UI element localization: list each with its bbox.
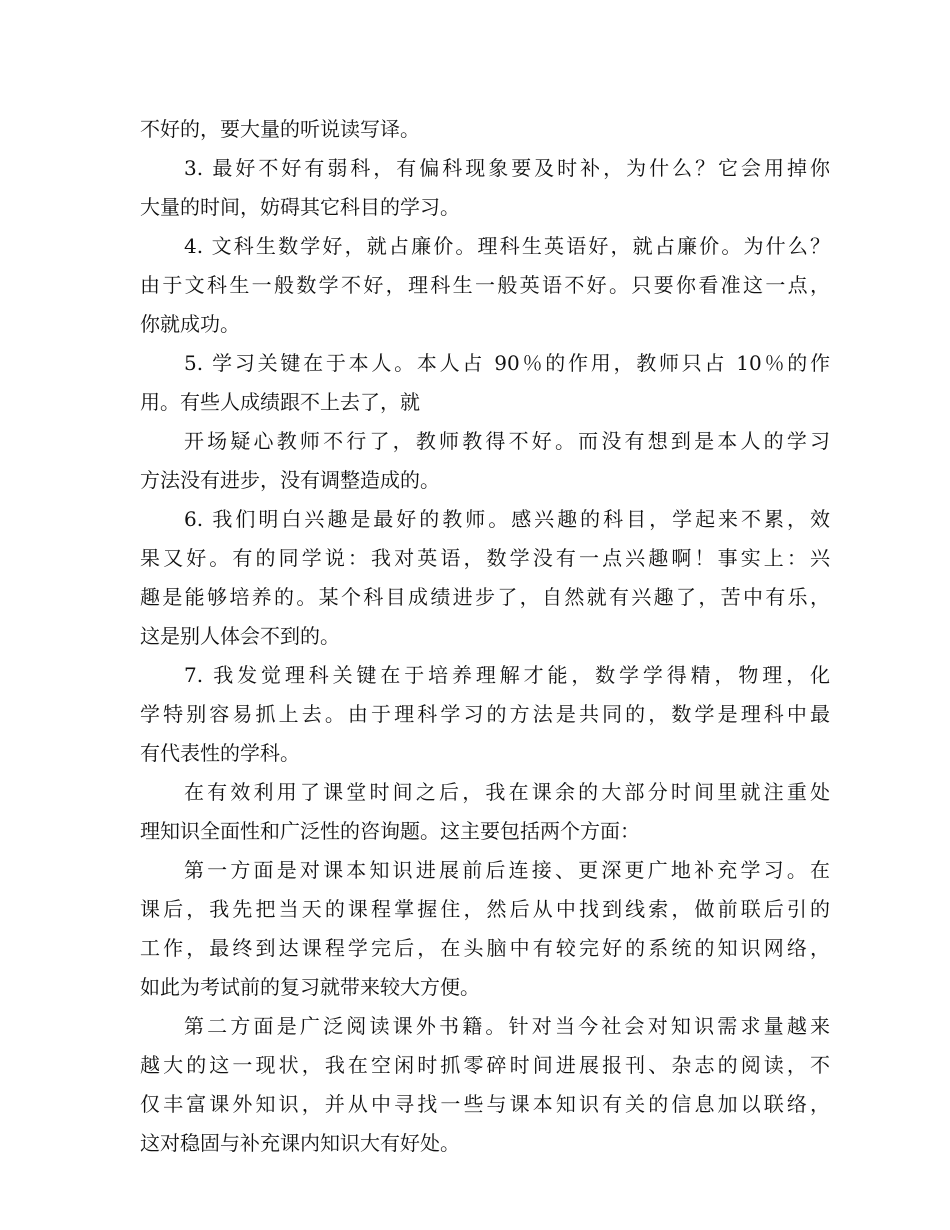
- text-line: 4. 文科生数学好，就占廉价。理科生英语好，就占廉价。为什么？: [184, 234, 830, 258]
- text-line: 5. 学习关键在于本人。本人占 90％的作用，教师只占 10％的作: [184, 351, 830, 375]
- text-line: 6. 我们明白兴趣是最好的教师。感兴趣的科目，学起来不累，效: [184, 507, 830, 531]
- text-line: 在有效利用了课堂时间之后，我在课余的大部分时间里就注重处: [184, 780, 830, 804]
- text-line: 3. 最好不好有弱科，有偏科现象要及时补，为什么？它会用掉你: [184, 156, 830, 180]
- text-line: 开场疑心教师不行了，教师教得不好。而没有想到是本人的学习: [184, 429, 830, 453]
- text-line: 果又好。有的同学说：我对英语，数学没有一点兴趣啊！事实上：兴: [140, 546, 830, 570]
- text-line: 学特别容易抓上去。由于理科学习的方法是共同的，数学是理科中最: [140, 702, 830, 726]
- text-line: 用。有些人成绩跟不上去了，就: [140, 390, 420, 414]
- text-line: 大量的时间，妨碍其它科目的学习。: [140, 195, 460, 219]
- text-line: 方法没有进步，没有调整造成的。: [140, 468, 440, 492]
- text-line: 第二方面是广泛阅读课外书籍。针对当今社会对知识需求量越来: [184, 1014, 830, 1038]
- text-line: 趣是能够培养的。某个科目成绩进步了，自然就有兴趣了，苦中有乐，: [140, 585, 830, 609]
- text-line: 有代表性的学科。: [140, 741, 300, 765]
- text-line: 理知识全面性和广泛性的咨询题。这主要包括两个方面：: [140, 819, 640, 843]
- text-line: 工作，最终到达课程学完后，在头脑中有较完好的系统的知识网络，: [140, 936, 830, 960]
- text-line: 仅丰富课外知识，并从中寻找一些与课本知识有关的信息加以联络，: [140, 1092, 830, 1116]
- text-line: 这对稳固与补充课内知识大有好处。: [140, 1131, 460, 1155]
- text-line: 7. 我发觉理科关键在于培养理解才能，数学学得精，物理，化: [184, 663, 830, 687]
- text-line: 你就成功。: [140, 312, 240, 336]
- body-text: [140, 110, 830, 1163]
- text-line: 课后，我先把当天的课程掌握住，然后从中找到线索，做前联后引的: [140, 897, 830, 921]
- text-line: 不好的，要大量的听说读写译。: [140, 117, 420, 141]
- text-line: 这是别人体会不到的。: [140, 624, 340, 648]
- text-line: 越大的这一现状，我在空闲时抓零碎时间进展报刊、杂志的阅读，不: [140, 1053, 830, 1077]
- text-line: 第一方面是对课本知识进展前后连接、更深更广地补充学习。在: [184, 858, 830, 882]
- text-line: 由于文科生一般数学不好，理科生一般英语不好。只要你看准这一点，: [140, 273, 830, 297]
- text-line: 如此为考试前的复习就带来较大方便。: [140, 975, 480, 999]
